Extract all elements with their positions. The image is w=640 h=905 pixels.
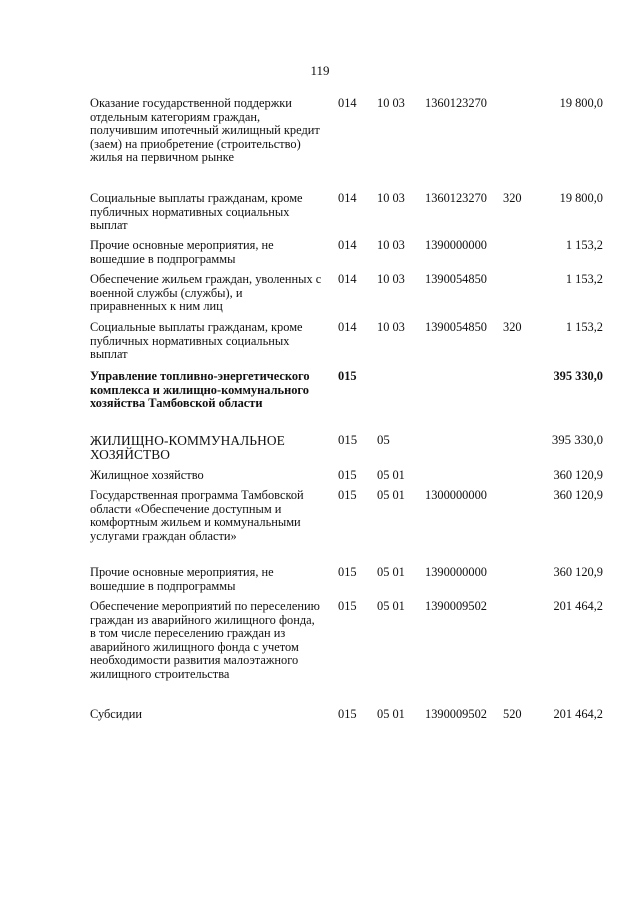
ministry-code: 014 xyxy=(338,320,357,334)
amount: 19 800,0 xyxy=(559,191,603,205)
amount: 1 153,2 xyxy=(565,238,603,252)
ministry-code: 014 xyxy=(338,238,357,252)
ministry-code: 015 xyxy=(338,369,357,383)
row-name: ЖИЛИЩНО-КОММУНАЛЬНОЕ ХОЗЯЙСТВО xyxy=(90,433,285,462)
row-name: Социальные выплаты гражданам, кроме публичных нормативных социальных выплат xyxy=(90,191,303,233)
amount: 19 800,0 xyxy=(559,96,603,110)
section-code: 10 03 xyxy=(377,320,405,334)
ministry-code: 015 xyxy=(338,433,358,447)
row-name: Жилищное хозяйство xyxy=(90,468,204,482)
section-code: 10 03 xyxy=(377,238,405,252)
expense-type-code: 520 xyxy=(503,707,522,721)
row-name: Обеспечение мероприятий по переселению граждан из аварийного жилищного фонда, в том числе переселению граждан из аварийного жилищного фонда с учетом необходимости развития малоэтажного жилищного строительства xyxy=(90,599,320,681)
ministry-code: 015 xyxy=(338,707,357,721)
ministry-code: 014 xyxy=(338,96,357,110)
section-code: 05 xyxy=(377,433,390,447)
target-code: 1360123270 xyxy=(425,96,487,110)
ministry-code: 015 xyxy=(338,468,357,482)
row-name: Оказание государственной поддержки отдельным категориям граждан, получившим ипотечный жилищный кредит (заем) на приобретение (строительство) жилья на первичном рынке xyxy=(90,96,320,165)
amount: 360 120,9 xyxy=(553,468,603,482)
target-code: 1390009502 xyxy=(425,707,487,721)
ministry-code: 015 xyxy=(338,488,357,502)
section-code: 10 03 xyxy=(377,272,405,286)
target-code: 1390054850 xyxy=(425,320,487,334)
target-code: 1300000000 xyxy=(425,488,487,502)
amount: 395 330,0 xyxy=(553,369,603,383)
ministry-code: 015 xyxy=(338,565,357,579)
row-name: Прочие основные мероприятия, не вошедшие в подпрограммы xyxy=(90,238,274,266)
amount: 201 464,2 xyxy=(553,599,603,613)
ministry-code: 014 xyxy=(338,191,357,205)
ministry-code: 014 xyxy=(338,272,357,286)
target-code: 1390054850 xyxy=(425,272,487,286)
amount: 395 330,0 xyxy=(551,433,603,447)
amount: 1 153,2 xyxy=(565,272,603,286)
row-name: Социальные выплаты гражданам, кроме публичных нормативных социальных выплат xyxy=(90,320,303,362)
target-code: 1390000000 xyxy=(425,238,487,252)
section-code: 05 01 xyxy=(377,468,405,482)
expense-type-code: 320 xyxy=(503,320,522,334)
target-code: 1390009502 xyxy=(425,599,487,613)
section-code: 10 03 xyxy=(377,96,405,110)
amount: 360 120,9 xyxy=(553,488,603,502)
section-code: 05 01 xyxy=(377,565,405,579)
amount: 360 120,9 xyxy=(553,565,603,579)
amount: 201 464,2 xyxy=(553,707,603,721)
expense-type-code: 320 xyxy=(503,191,522,205)
section-code: 05 01 xyxy=(377,599,405,613)
ministry-code: 015 xyxy=(338,599,357,613)
row-name: Государственная программа Тамбовской области «Обеспечение доступным и комфортным жильем и коммунальными услугами граждан области» xyxy=(90,488,304,543)
row-name: Прочие основные мероприятия, не вошедшие в подпрограммы xyxy=(90,565,274,593)
amount: 1 153,2 xyxy=(565,320,603,334)
section-code: 05 01 xyxy=(377,488,405,502)
page-number: 119 xyxy=(310,63,330,78)
target-code: 1360123270 xyxy=(425,191,487,205)
row-name: Управление топливно-энергетического комплекса и жилищно-коммунального хозяйства Тамбовской области xyxy=(90,369,310,411)
row-name: Субсидии xyxy=(90,707,142,721)
section-code: 10 03 xyxy=(377,191,405,205)
target-code: 1390000000 xyxy=(425,565,487,579)
section-code: 05 01 xyxy=(377,707,405,721)
row-name: Обеспечение жильем граждан, уволенных с военной службы (службы), и приравненных к ним лиц xyxy=(90,272,322,314)
